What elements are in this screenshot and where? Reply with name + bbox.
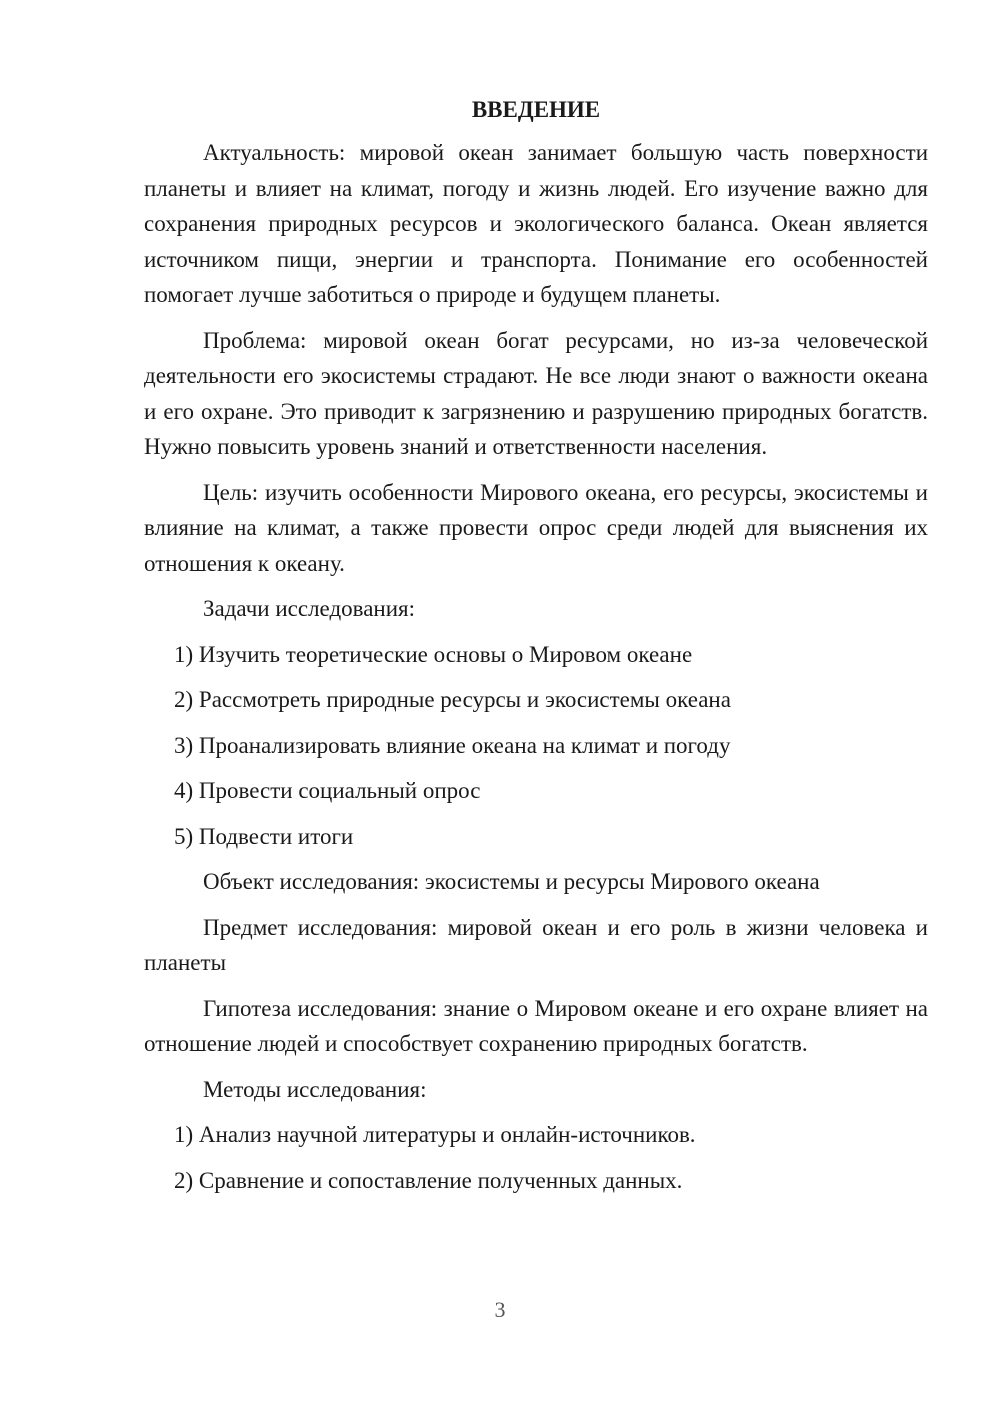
goal-paragraph: Цель: изучить особенности Мирового океана, его ресурсы, экосистемы и влияние на климат, а также провести опрос среди людей для выяснения их отношения к океану. [144, 479, 928, 576]
page-title: ВВЕДЕНИЕ [471, 97, 601, 122]
task-item: 4) Провести социальный опрос [174, 778, 481, 803]
object-paragraph: Объект исследования: экосистемы и ресурсы Мирового океана [203, 869, 820, 894]
task-item: 5) Подвести итоги [174, 823, 354, 849]
page-content [144, 92, 928, 1208]
tasks-heading: Задачи исследования: [203, 596, 416, 621]
subject-paragraph: Предмет исследования: мировой океан и его роль в жизни человека и планеты [144, 914, 928, 975]
task-item: 1) Изучить теоретические основы о Мировом океане [174, 641, 693, 667]
task-item: 2) Рассмотреть природные ресурсы и экосистемы океана [174, 687, 731, 712]
relevance-paragraph: Актуальность: мировой океан занимает большую часть поверхности планеты и влияет на климат, погоду и жизнь людей. Его изучение важно для сохранения природных ресурсов и экологического баланса. Океан является источником пищи, энергии и транспорта. Понимание его особенностей помогает лучше заботиться о природе и будущем планеты. [144, 140, 928, 307]
page-number: 3 [494, 1297, 506, 1322]
method-item: 1) Анализ научной литературы и онлайн-источников. [174, 1122, 696, 1147]
task-item: 3) Проанализировать влияние океана на климат и погоду [174, 732, 731, 758]
hypothesis-paragraph: Гипотеза исследования: знание о Мировом океане и его охране влияет на отношение людей и способствует сохранению природных богатств. [144, 995, 928, 1056]
problem-paragraph: Проблема: мировой океан богат ресурсами, но из-за человеческой деятельности его экосистемы страдают. Не все люди знают о важности океана и его охране. Это приводит к загрязнению и разрушению природных богатств. Нужно повысить уровень знаний и ответственности населения. [144, 327, 928, 459]
methods-heading: Методы исследования: [203, 1076, 427, 1102]
method-item: 2) Сравнение и сопоставление полученных данных. [174, 1167, 683, 1193]
